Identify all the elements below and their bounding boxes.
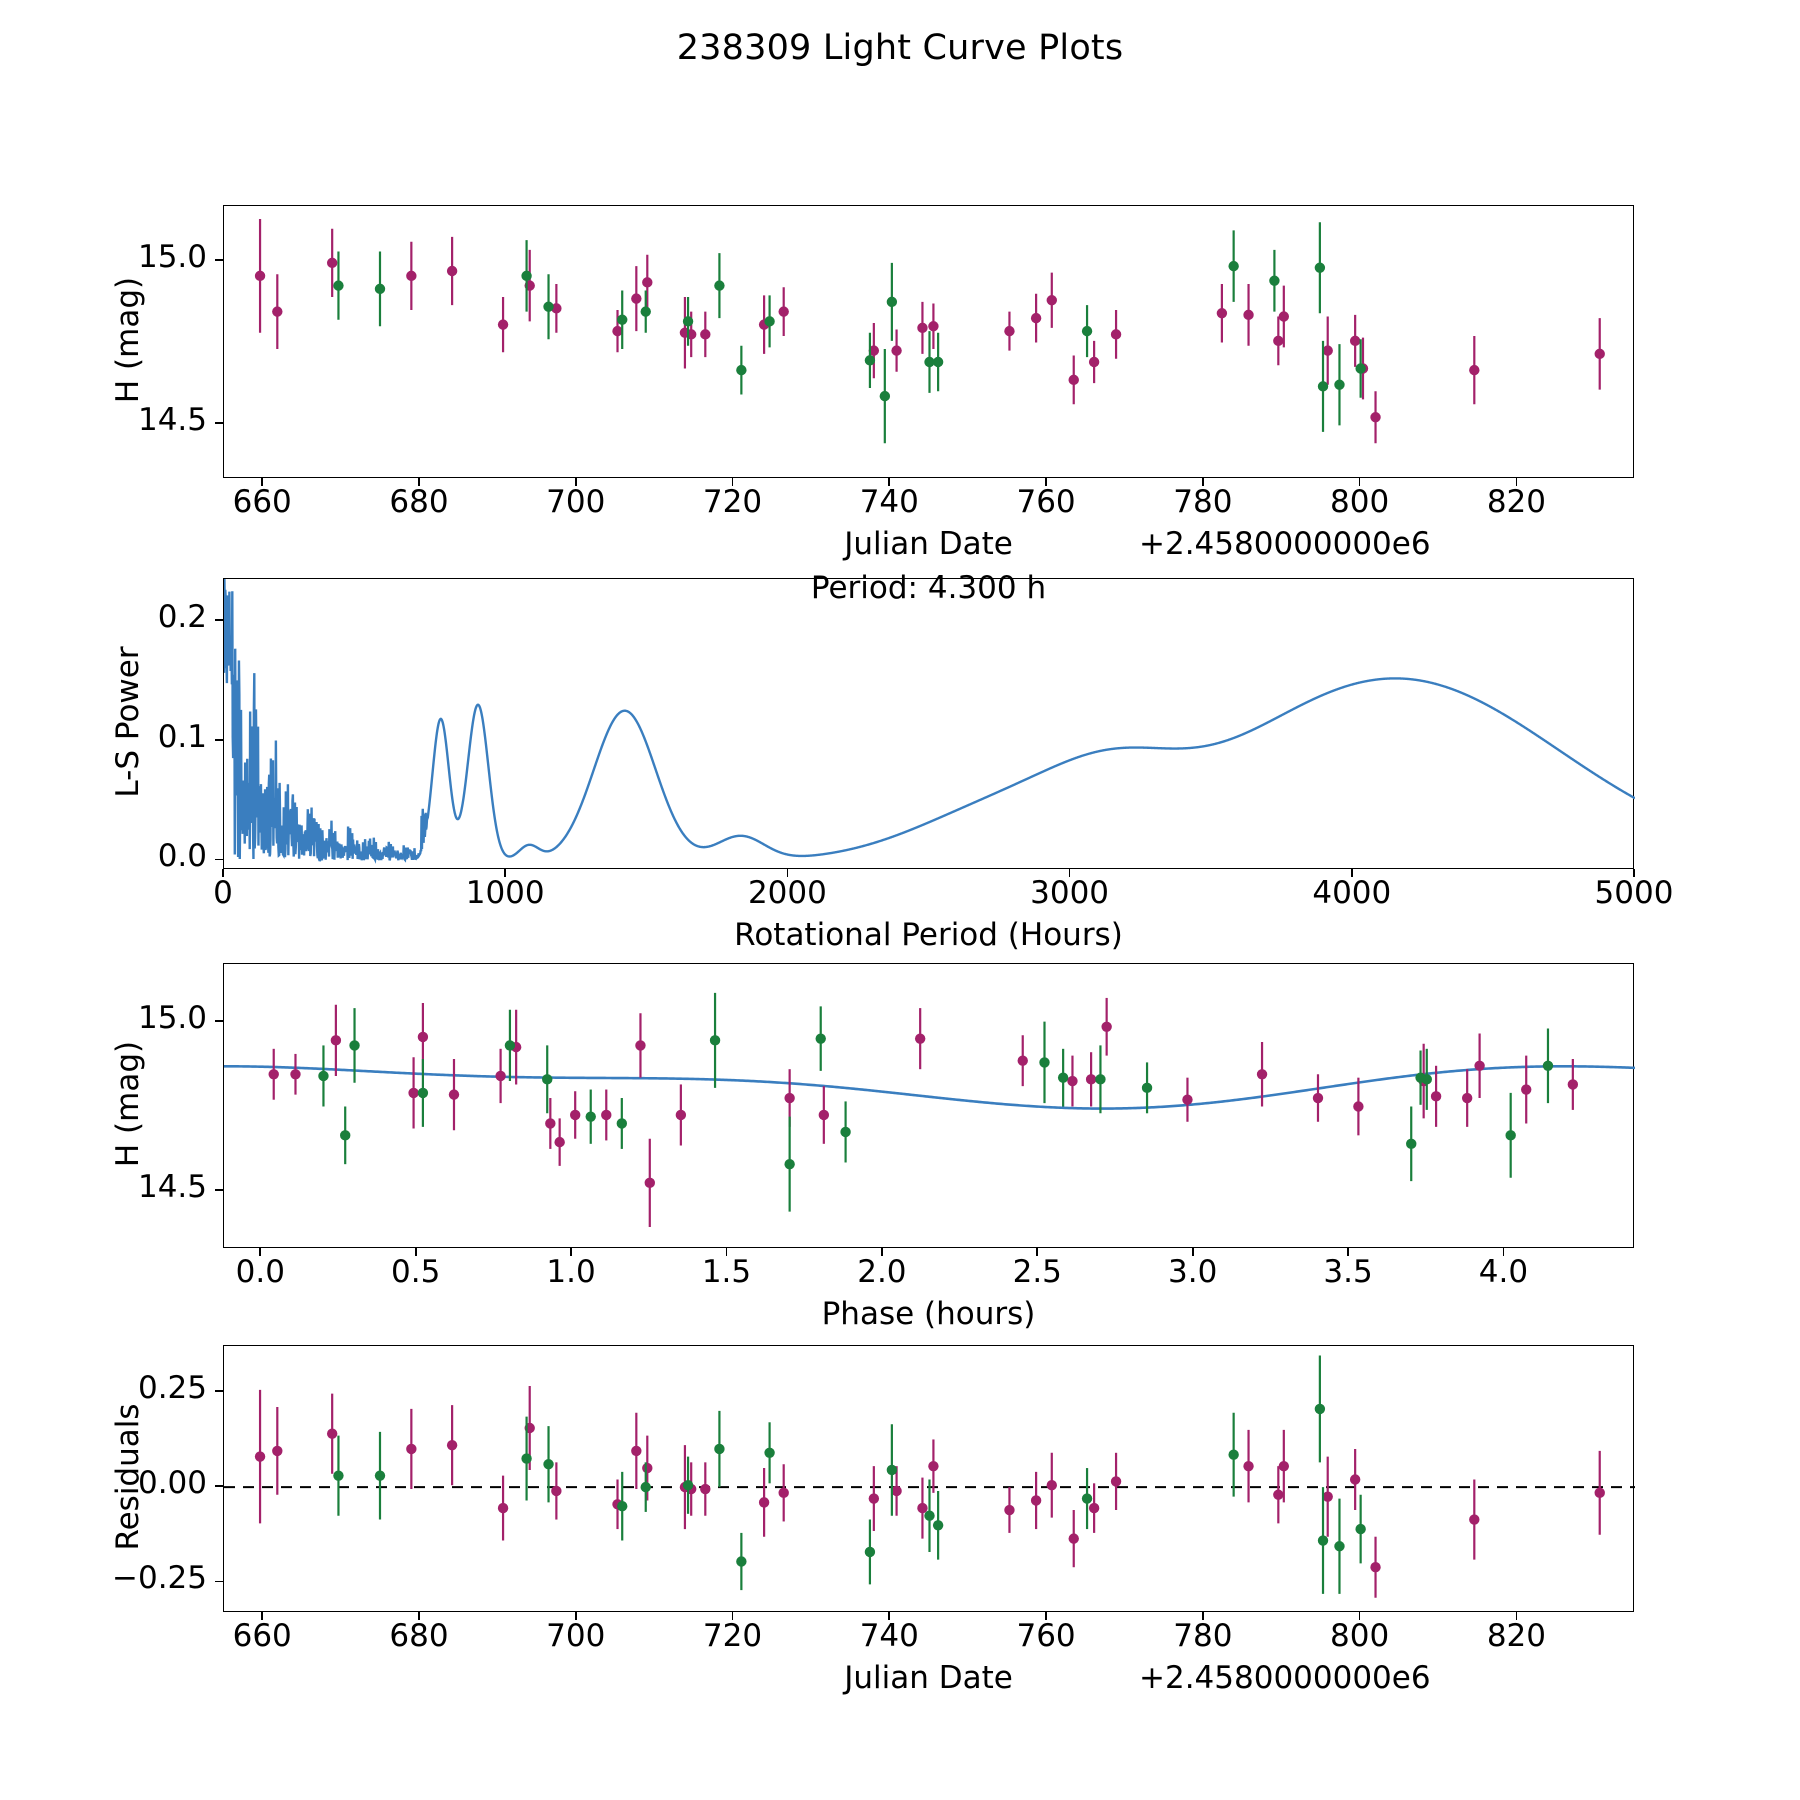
y-tick-mark xyxy=(215,619,223,621)
periodogram-xlabel: Rotational Period (Hours) xyxy=(734,917,1123,953)
x-tick-label: 3.5 xyxy=(1323,1254,1373,1290)
x-tick-label: 680 xyxy=(389,1618,449,1654)
periodogram-ylabel: L-S Power xyxy=(110,645,146,798)
x-tick-label: 740 xyxy=(859,1618,919,1654)
x-tick-label: 820 xyxy=(1486,484,1546,520)
x-tick-label: 3000 xyxy=(1030,875,1110,911)
x-tick-label: 800 xyxy=(1330,484,1390,520)
x-tick-label: 3.0 xyxy=(1168,1254,1218,1290)
y-tick-label: 15.0 xyxy=(137,999,207,1036)
residuals-x-offset-label: +2.4580000000e6 xyxy=(1139,1660,1431,1696)
residuals-xlabel: Julian Date xyxy=(844,1660,1013,1696)
y-tick-label: 0.1 xyxy=(157,718,207,755)
x-tick-label: 800 xyxy=(1330,1618,1390,1654)
x-tick-label: 720 xyxy=(702,1618,763,1654)
y-tick-label: 15.0 xyxy=(137,239,207,276)
x-tick-label: 2.5 xyxy=(1012,1254,1062,1290)
y-tick-mark xyxy=(215,259,223,261)
y-tick-mark xyxy=(215,422,223,424)
y-tick-mark xyxy=(215,1020,223,1022)
y-tick-label: −0.25 xyxy=(112,1560,207,1597)
x-tick-label: 720 xyxy=(702,484,763,520)
phased-ylabel: H (mag) xyxy=(110,1040,146,1167)
lightcurve-ylabel: H (mag) xyxy=(110,276,146,403)
page-title: 238309 Light Curve Plots xyxy=(676,28,1124,68)
x-tick-label: 700 xyxy=(546,1618,606,1654)
lightcurve-x-offset-label: +2.4580000000e6 xyxy=(1139,526,1431,562)
residuals-ylabel: Residuals xyxy=(110,1402,146,1551)
x-tick-label: 760 xyxy=(1016,1618,1076,1654)
y-tick-mark xyxy=(215,1581,223,1583)
y-tick-mark xyxy=(215,859,223,861)
x-tick-label: 700 xyxy=(546,484,606,520)
period-annotation: Period: 4.300 h xyxy=(810,570,1047,606)
x-tick-label: 1.0 xyxy=(546,1254,596,1290)
x-tick-label: 820 xyxy=(1486,1618,1546,1654)
x-tick-label: 660 xyxy=(232,1618,292,1654)
x-tick-label: 2.0 xyxy=(857,1254,907,1290)
residuals-axes xyxy=(223,1345,1634,1612)
x-tick-label: 680 xyxy=(389,484,449,520)
x-tick-label: 1000 xyxy=(465,875,545,911)
x-tick-label: 740 xyxy=(859,484,919,520)
x-tick-label: 760 xyxy=(1016,484,1076,520)
x-tick-label: 0 xyxy=(213,875,233,911)
x-tick-label: 0.0 xyxy=(235,1254,285,1290)
y-tick-label: 14.5 xyxy=(137,401,207,438)
x-tick-label: 4.0 xyxy=(1478,1254,1529,1290)
lightcurve-xlabel: Julian Date xyxy=(844,526,1013,562)
x-tick-label: 5000 xyxy=(1594,875,1674,911)
y-tick-label: 0.2 xyxy=(157,598,207,635)
y-tick-label: 14.5 xyxy=(137,1169,207,1206)
x-tick-label: 4000 xyxy=(1312,875,1392,911)
y-tick-mark xyxy=(215,1390,223,1392)
y-tick-mark xyxy=(215,739,223,741)
x-tick-label: 780 xyxy=(1173,1618,1233,1654)
y-tick-label: 0.25 xyxy=(137,1369,207,1406)
x-tick-label: 2000 xyxy=(747,875,827,911)
y-tick-mark xyxy=(215,1189,223,1191)
x-tick-label: 660 xyxy=(232,484,292,520)
x-tick-label: 1.5 xyxy=(701,1254,752,1290)
phased-xlabel: Phase (hours) xyxy=(821,1296,1036,1332)
y-tick-mark xyxy=(215,1485,223,1487)
y-tick-label: 0.0 xyxy=(157,838,207,875)
x-tick-label: 0.5 xyxy=(391,1254,441,1290)
x-tick-label: 780 xyxy=(1173,484,1233,520)
y-tick-label: 0.00 xyxy=(137,1465,207,1502)
